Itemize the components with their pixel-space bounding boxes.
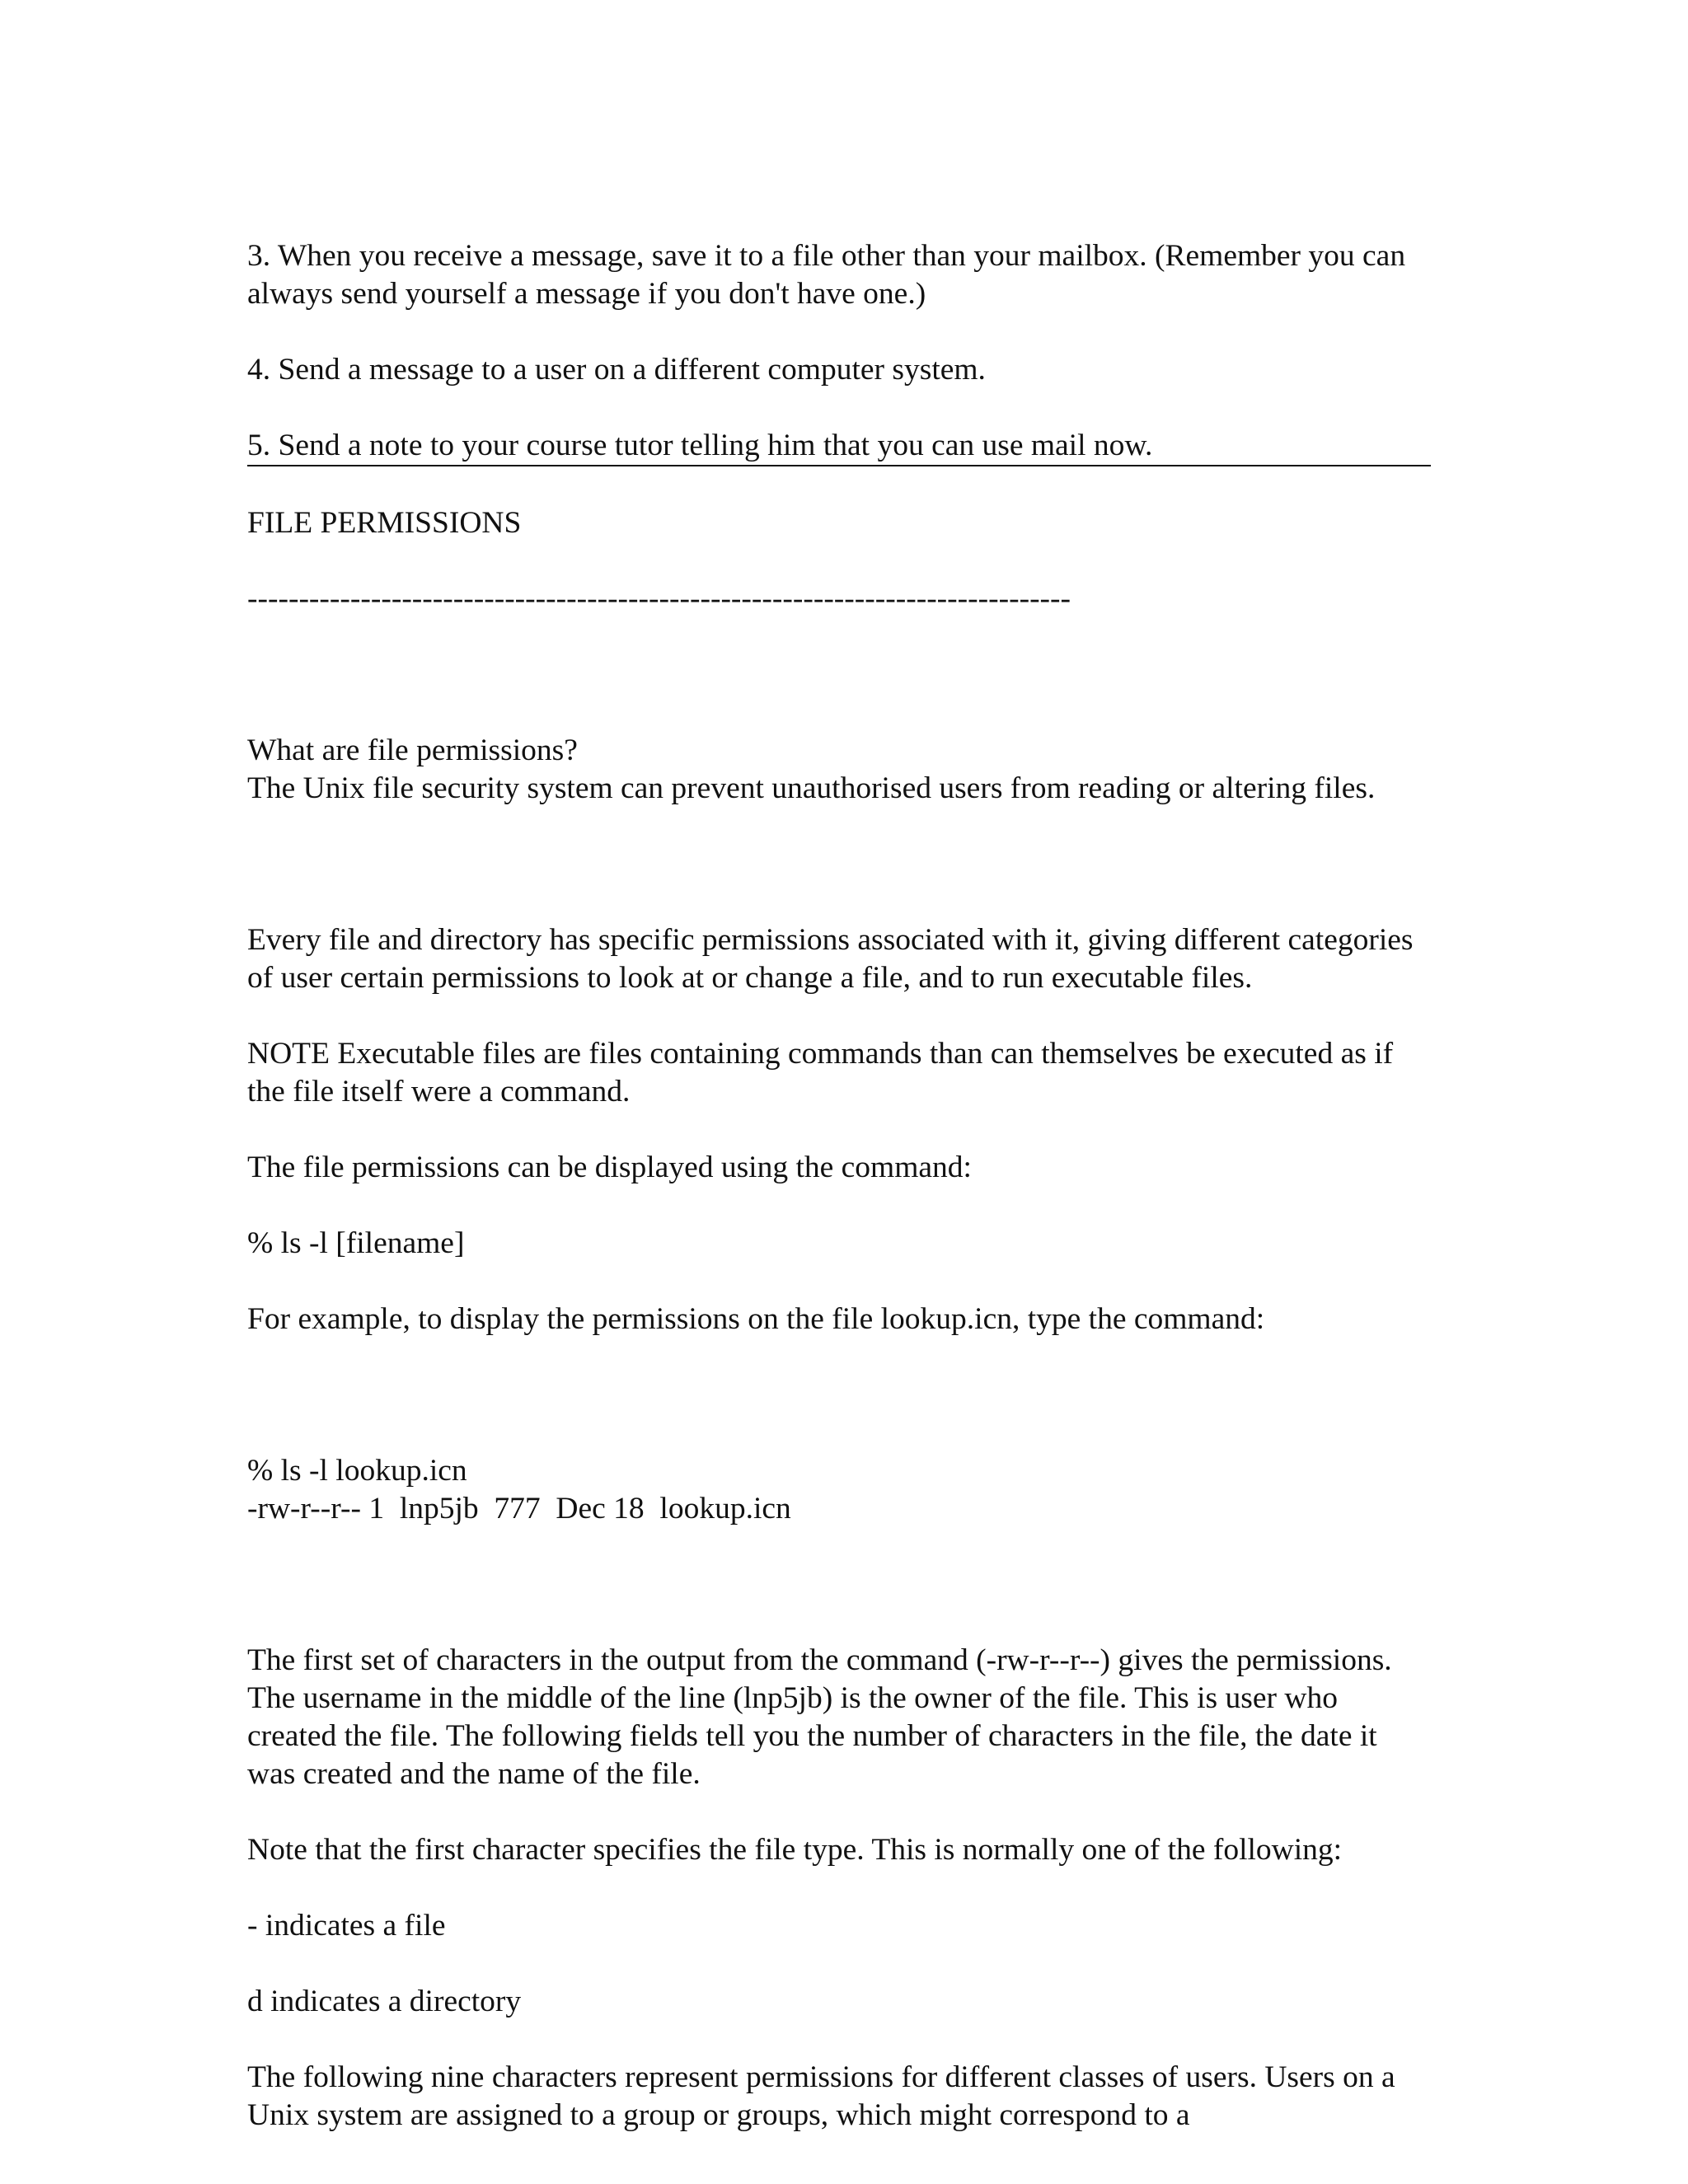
example-command: % ls -l lookup.icn: [247, 1454, 467, 1488]
note-paragraph: NOTE Executable files are files containing commands than can themselves be executed as if the file itself were a command.: [247, 1037, 1401, 1108]
example-intro: For example, to display the permissions on the file lookup.icn, type the command:: [247, 1302, 1265, 1336]
question-line: What are file permissions?: [247, 733, 578, 767]
nine-chars-paragraph: The following nine characters represent permissions for different classes of users. Users on a Unix system are assigned to a group or groups, which might correspond to a: [247, 2060, 1403, 2132]
first-char-paragraph: Note that the first character specifies the file type. This is normally one of the following:: [247, 1833, 1343, 1867]
file-type-directory: d indicates a directory: [247, 1985, 522, 2018]
document-page: [247, 237, 1431, 2135]
section-heading: FILE PERMISSIONS: [247, 506, 522, 540]
file-type-file: - indicates a file: [247, 1909, 446, 1943]
intro-paragraph: [247, 656, 1431, 883]
example-block: [247, 1376, 1431, 1604]
command-generic: % ls -l [filename]: [247, 1226, 465, 1260]
exercise-step-5: 5. Send a note to your course tutor telling him that you can use mail now.: [247, 429, 1153, 462]
permissions-paragraph: Every file and directory has specific permissions associated with it, giving different categories of user certain permissions to look at or change a file, and to run executable files.: [247, 923, 1421, 995]
display-command-intro: The file permissions can be displayed using the command:: [247, 1151, 972, 1184]
exercise-step-4: 4. Send a message to a user on a different computer system.: [247, 353, 986, 387]
section-divider: [247, 427, 1431, 466]
intro-line: The Unix file security system can prevent unauthorised users from reading or altering files.: [247, 771, 1376, 805]
first-set-paragraph: The first set of characters in the output from the command (-rw-r--r--) gives the permissions. The username in the middle of the line (lnp5jb) is the owner of the file. This is user who created the file. The following fields tell you the number of characters in the file, the date it was created and the name of the file.: [247, 1643, 1400, 1791]
example-output: -rw-r--r-- 1 lnp5jb 777 Dec 18 lookup.icn: [247, 1492, 791, 1526]
exercise-step-3: 3. When you receive a message, save it to a file other than your mailbox. (Remember you can always send yourself a message if you don't have one.): [247, 239, 1414, 311]
dashed-separator: --------------------------------------------------------------------------------: [247, 582, 1071, 616]
